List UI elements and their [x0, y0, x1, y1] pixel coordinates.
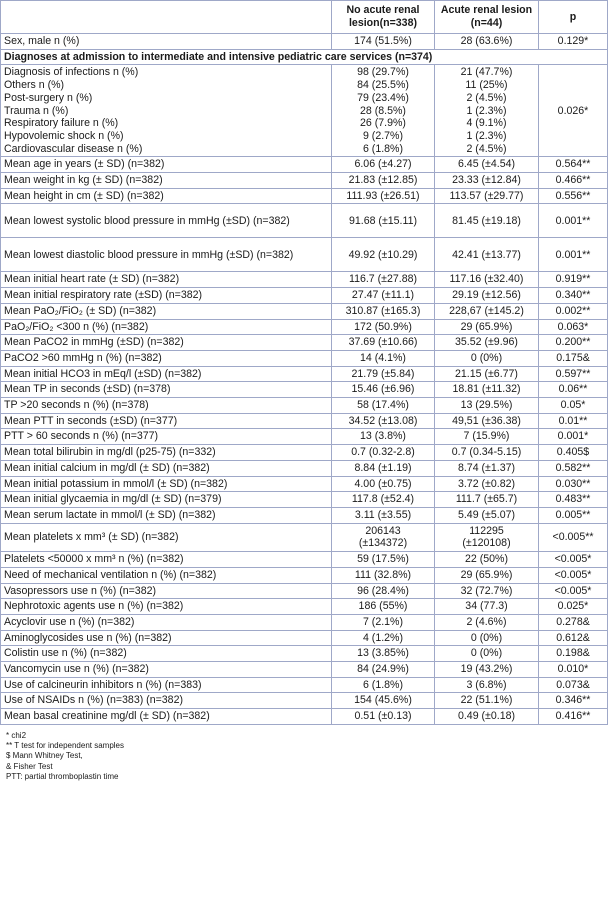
- row-p-value: 0.073&: [539, 677, 608, 693]
- diagnosis-line: 2 (4.5%): [466, 91, 507, 104]
- footnote-line: $ Mann Whitney Test,: [6, 751, 83, 761]
- row-value-no-aki: 117.8 (±52.4): [332, 492, 435, 508]
- header-no-aki: No acute renal lesion(n=338): [332, 1, 435, 34]
- row-value-no-aki: 14 (4.1%): [332, 350, 435, 366]
- row-value-no-aki: 3.11 (±3.55): [332, 507, 435, 523]
- section-row: [1, 49, 608, 65]
- row-label: Mean initial respiratory rate (±SD) (n=382): [1, 288, 332, 304]
- row-label: Mean serum lactate in mmol/l (± SD) (n=382): [1, 507, 332, 523]
- row-label: Mean basal creatinine mg/dl (± SD) (n=382): [1, 709, 332, 725]
- row-value-no-aki: 27.47 (±11.1): [332, 288, 435, 304]
- table-row: [1, 238, 608, 272]
- diagnosis-line: Trauma n (%): [4, 104, 69, 117]
- row-p-value: 0.582**: [539, 460, 608, 476]
- row-label: Mean lowest diastolic blood pressure in mmHg (±SD) (n=382): [1, 238, 332, 272]
- row-value-aki: 0 (0%): [435, 646, 539, 662]
- row-value-no-aki: 116.7 (±27.88): [332, 272, 435, 288]
- row-label: Mean initial heart rate (± SD) (n=382): [1, 272, 332, 288]
- row-p-value: 0.200**: [539, 335, 608, 351]
- row-p-value: 0.597**: [539, 366, 608, 382]
- diagnoses-labels: [1, 65, 332, 157]
- table-row: [1, 204, 608, 238]
- header-empty-cell: [1, 1, 332, 34]
- row-value-aki: 6.45 (±4.54): [435, 157, 539, 173]
- footnotes: [6, 731, 609, 782]
- table-row: [1, 646, 608, 662]
- row-value-no-aki: 7 (2.1%): [332, 614, 435, 630]
- row-value-aki: 13 (29.5%): [435, 398, 539, 414]
- value-line: (±120108): [462, 537, 511, 550]
- row-p-value: 0.010*: [539, 662, 608, 678]
- diagnosis-line: Hypovolemic shock n (%): [4, 129, 124, 142]
- row-value-aki: 2 (4.6%): [435, 614, 539, 630]
- table-row: [1, 188, 608, 204]
- row-value-no-aki: 154 (45.6%): [332, 693, 435, 709]
- table-row: [1, 552, 608, 568]
- row-value-aki: 3 (6.8%): [435, 677, 539, 693]
- row-label: TP >20 seconds n (%) (n=378): [1, 398, 332, 414]
- row-label: Mean PaO₂/FiO₂ (± SD) (n=382): [1, 303, 332, 319]
- table-row: [1, 34, 608, 50]
- row-value-no-aki: 0.7 (0.32-2.8): [332, 445, 435, 461]
- table-row: [1, 413, 608, 429]
- row-value-no-aki: [332, 523, 435, 551]
- row-p-value: 0.612&: [539, 630, 608, 646]
- row-label: Aminoglycosides use n (%) (n=382): [1, 630, 332, 646]
- diagnosis-line: 79 (23.4%): [357, 91, 409, 104]
- row-value-no-aki: 49.92 (±10.29): [332, 238, 435, 272]
- row-value-no-aki: 4.00 (±0.75): [332, 476, 435, 492]
- diagnosis-line: 2 (4.5%): [466, 142, 507, 155]
- diagnosis-line: 9 (2.7%): [362, 129, 404, 142]
- row-label: Mean PaCO2 in mmHg (±SD) (n=382): [1, 335, 332, 351]
- row-value-aki: 18.81 (±11.32): [435, 382, 539, 398]
- row-value-aki: 113.57 (±29.77): [435, 188, 539, 204]
- row-value-no-aki: 111.93 (±26.51): [332, 188, 435, 204]
- table-row: [1, 476, 608, 492]
- row-value-aki: 35.52 (±9.96): [435, 335, 539, 351]
- row-p-value: 0.002**: [539, 303, 608, 319]
- row-value-aki: 32 (72.7%): [435, 583, 539, 599]
- row-value-no-aki: 8.84 (±1.19): [332, 460, 435, 476]
- row-value-aki: 42.41 (±13.77): [435, 238, 539, 272]
- table-row: [1, 157, 608, 173]
- diagnoses-values-aki: [435, 65, 539, 157]
- value-line: 112295: [469, 524, 504, 537]
- table-row: [1, 523, 608, 551]
- row-value-aki: 0 (0%): [435, 350, 539, 366]
- row-value-aki: 7 (15.9%): [435, 429, 539, 445]
- row-label: Mean lowest systolic blood pressure in mmHg (±SD) (n=382): [1, 204, 332, 238]
- footnote-line: & Fisher Test: [6, 761, 53, 771]
- table-row: [1, 366, 608, 382]
- row-p-value: 0.030**: [539, 476, 608, 492]
- row-p-value: 0.466**: [539, 173, 608, 189]
- row-value-no-aki: 91.68 (±15.11): [332, 204, 435, 238]
- row-p-value: 0.005**: [539, 507, 608, 523]
- row-value-aki: 21.15 (±6.77): [435, 366, 539, 382]
- row-value-aki: 29 (65.9%): [435, 319, 539, 335]
- row-p-value: 0.416**: [539, 709, 608, 725]
- row-label: Colistin use n (%) (n=382): [1, 646, 332, 662]
- row-p-value: <0.005*: [539, 567, 608, 583]
- row-label: Nephrotoxic agents use n (%) (n=382): [1, 599, 332, 615]
- row-value-aki: 22 (50%): [435, 552, 539, 568]
- row-value-aki: 8.74 (±1.37): [435, 460, 539, 476]
- row-value-no-aki: 59 (17.5%): [332, 552, 435, 568]
- row-label: Mean initial calcium in mg/dl (± SD) (n=382): [1, 460, 332, 476]
- diagnosis-line: 1 (2.3%): [466, 129, 507, 142]
- row-value-aki: 19 (43.2%): [435, 662, 539, 678]
- table-row: [1, 429, 608, 445]
- table-row: [1, 630, 608, 646]
- row-p-value: 0.346**: [539, 693, 608, 709]
- row-label: Vasopressors use n (%) (n=382): [1, 583, 332, 599]
- row-label: PaCO2 >60 mmHg n (%) (n=382): [1, 350, 332, 366]
- row-value-no-aki: 58 (17.4%): [332, 398, 435, 414]
- row-value-aki: 49,51 (±36.38): [435, 413, 539, 429]
- row-p-value: 0.001**: [539, 204, 608, 238]
- row-p-value: <0.005*: [539, 552, 608, 568]
- table-header-row: [1, 1, 608, 34]
- diagnosis-line: Cardiovascular disease n (%): [4, 142, 143, 155]
- row-value-no-aki: 6 (1.8%): [332, 677, 435, 693]
- diagnoses-row: [1, 65, 608, 157]
- diagnosis-line: 4 (9.1%): [466, 117, 507, 130]
- table-row: [1, 303, 608, 319]
- row-p-value: 0.06**: [539, 382, 608, 398]
- table-row: [1, 319, 608, 335]
- value-line: (±134372): [358, 537, 408, 550]
- row-p-value: 0.001*: [539, 429, 608, 445]
- table-row: [1, 583, 608, 599]
- table-row: [1, 398, 608, 414]
- table-row: [1, 709, 608, 725]
- table-row: [1, 173, 608, 189]
- row-label: Mean initial potassium in mmol/l (± SD) (n=382): [1, 476, 332, 492]
- row-label: Use of calcineurin inhibitors n (%) (n=383): [1, 677, 332, 693]
- row-value-no-aki: 174 (51.5%): [332, 34, 435, 50]
- row-value-aki: 29 (65.9%): [435, 567, 539, 583]
- row-p-value: 0.564**: [539, 157, 608, 173]
- table-row: [1, 382, 608, 398]
- diagnosis-line: 98 (29.7%): [357, 66, 409, 79]
- row-p-value: 0.05*: [539, 398, 608, 414]
- row-value-no-aki: 21.83 (±12.85): [332, 173, 435, 189]
- footnote-line: * chi2: [6, 730, 27, 740]
- diagnosis-line: Others n (%): [4, 79, 65, 92]
- table-row: [1, 677, 608, 693]
- footnote-line: PTT: partial thromboplastin time: [6, 771, 119, 781]
- row-p-value: 0.405$: [539, 445, 608, 461]
- table-row: [1, 288, 608, 304]
- row-value-no-aki: 0.51 (±0.13): [332, 709, 435, 725]
- diagnosis-line: Post-surgery n (%): [4, 91, 93, 104]
- row-p-value: 0.278&: [539, 614, 608, 630]
- table-row: [1, 567, 608, 583]
- table-row: [1, 693, 608, 709]
- row-label: Mean age in years (± SD) (n=382): [1, 157, 332, 173]
- diagnoses-values-no-aki: [332, 65, 435, 157]
- value-line: 206143: [365, 524, 401, 537]
- row-p-value: 0.198&: [539, 646, 608, 662]
- table-row: [1, 507, 608, 523]
- row-label: Sex, male n (%): [1, 34, 332, 50]
- table-row: [1, 662, 608, 678]
- row-value-no-aki: 84 (24.9%): [332, 662, 435, 678]
- footnote-line: ** T test for independent samples: [6, 741, 124, 751]
- table-row: [1, 492, 608, 508]
- row-value-no-aki: 172 (50.9%): [332, 319, 435, 335]
- table-row: [1, 350, 608, 366]
- row-p-value: <0.005*: [539, 583, 608, 599]
- row-value-aki: 28 (63.6%): [435, 34, 539, 50]
- diagnosis-line: 84 (25.5%): [357, 79, 409, 92]
- row-p-value: 0.175&: [539, 350, 608, 366]
- row-p-value: 0.01**: [539, 413, 608, 429]
- diagnosis-line: 28 (8.5%): [360, 104, 406, 117]
- table-row: [1, 335, 608, 351]
- diagnosis-line: Diagnosis of infections n (%): [4, 66, 139, 79]
- diagnosis-line: 6 (1.8%): [362, 142, 404, 155]
- row-label: Vancomycin use n (%) (n=382): [1, 662, 332, 678]
- row-value-no-aki: 96 (28.4%): [332, 583, 435, 599]
- row-value-aki: 34 (77.3): [435, 599, 539, 615]
- row-value-no-aki: 4 (1.2%): [332, 630, 435, 646]
- diagnosis-line: 26 (7.9%): [360, 117, 406, 130]
- row-label: Mean initial HCO3 in mEq/l (±SD) (n=382): [1, 366, 332, 382]
- row-label: Use of NSAIDs n (%) (n=383) (n=382): [1, 693, 332, 709]
- row-p-value: 0.001**: [539, 238, 608, 272]
- row-value-no-aki: 21.79 (±5.84): [332, 366, 435, 382]
- row-value-no-aki: 13 (3.85%): [332, 646, 435, 662]
- row-value-no-aki: 186 (55%): [332, 599, 435, 615]
- diagnoses-p-value: 0.026*: [539, 65, 608, 157]
- row-label: Mean weight in kg (± SD) (n=382): [1, 173, 332, 189]
- row-p-value: 0.483**: [539, 492, 608, 508]
- table-row: [1, 445, 608, 461]
- row-p-value: 0.063*: [539, 319, 608, 335]
- row-value-no-aki: 34.52 (±13.08): [332, 413, 435, 429]
- row-label: Mean TP in seconds (±SD) (n=378): [1, 382, 332, 398]
- row-label: PaO₂/FiO₂ <300 n (%) (n=382): [1, 319, 332, 335]
- diagnosis-line: 21 (47.7%): [460, 66, 513, 79]
- table-row: [1, 599, 608, 615]
- header-p: p: [539, 1, 608, 34]
- row-value-aki: 117.16 (±32.40): [435, 272, 539, 288]
- row-p-value: <0.005**: [539, 523, 608, 551]
- row-label: Mean height in cm (± SD) (n=382): [1, 188, 332, 204]
- row-label: Acyclovir use n (%) (n=382): [1, 614, 332, 630]
- table-row: [1, 460, 608, 476]
- row-label: Mean PTT in seconds (±SD) (n=377): [1, 413, 332, 429]
- row-p-value: 0.129*: [539, 34, 608, 50]
- row-label: PTT > 60 seconds n (%) (n=377): [1, 429, 332, 445]
- row-value-no-aki: 111 (32.8%): [332, 567, 435, 583]
- diagnosis-line: 1 (2.3%): [466, 104, 507, 117]
- row-value-aki: 81.45 (±19.18): [435, 204, 539, 238]
- row-value-aki: 228,67 (±145.2): [435, 303, 539, 319]
- row-value-aki: 0.49 (±0.18): [435, 709, 539, 725]
- row-p-value: 0.025*: [539, 599, 608, 615]
- table-row: [1, 272, 608, 288]
- row-value-no-aki: 15.46 (±6.96): [332, 382, 435, 398]
- row-value-aki: 5.49 (±5.07): [435, 507, 539, 523]
- row-value-no-aki: 310.87 (±165.3): [332, 303, 435, 319]
- row-label: Mean total bilirubin in mg/dl (p25-75) (n=332): [1, 445, 332, 461]
- row-p-value: 0.556**: [539, 188, 608, 204]
- section-title: Diagnoses at admission to intermediate and intensive pediatric care services (n=374): [1, 49, 608, 65]
- row-value-aki: [435, 523, 539, 551]
- row-p-value: 0.340**: [539, 288, 608, 304]
- row-value-no-aki: 37.69 (±10.66): [332, 335, 435, 351]
- row-value-aki: 3.72 (±0.82): [435, 476, 539, 492]
- row-value-aki: 22 (51.1%): [435, 693, 539, 709]
- header-aki: Acute renal lesion (n=44): [435, 1, 539, 34]
- diagnosis-line: Respiratory failure n (%): [4, 117, 119, 130]
- row-value-aki: 111.7 (±65.7): [435, 492, 539, 508]
- row-value-aki: 0.7 (0.34-5.15): [435, 445, 539, 461]
- row-label: Mean initial glycaemia in mg/dl (± SD) (n=379): [1, 492, 332, 508]
- row-value-aki: 29.19 (±12.56): [435, 288, 539, 304]
- row-value-no-aki: 13 (3.8%): [332, 429, 435, 445]
- row-p-value: 0.919**: [539, 272, 608, 288]
- row-label: Need of mechanical ventilation n (%) (n=382): [1, 567, 332, 583]
- row-value-aki: 23.33 (±12.84): [435, 173, 539, 189]
- row-label: Platelets <50000 x mm³ n (%) (n=382): [1, 552, 332, 568]
- row-label: Mean platelets x mm³ (± SD) (n=382): [1, 523, 332, 551]
- row-value-no-aki: 6.06 (±4.27): [332, 157, 435, 173]
- table-row: [1, 614, 608, 630]
- diagnosis-line: 11 (25%): [465, 79, 508, 92]
- row-value-aki: 0 (0%): [435, 630, 539, 646]
